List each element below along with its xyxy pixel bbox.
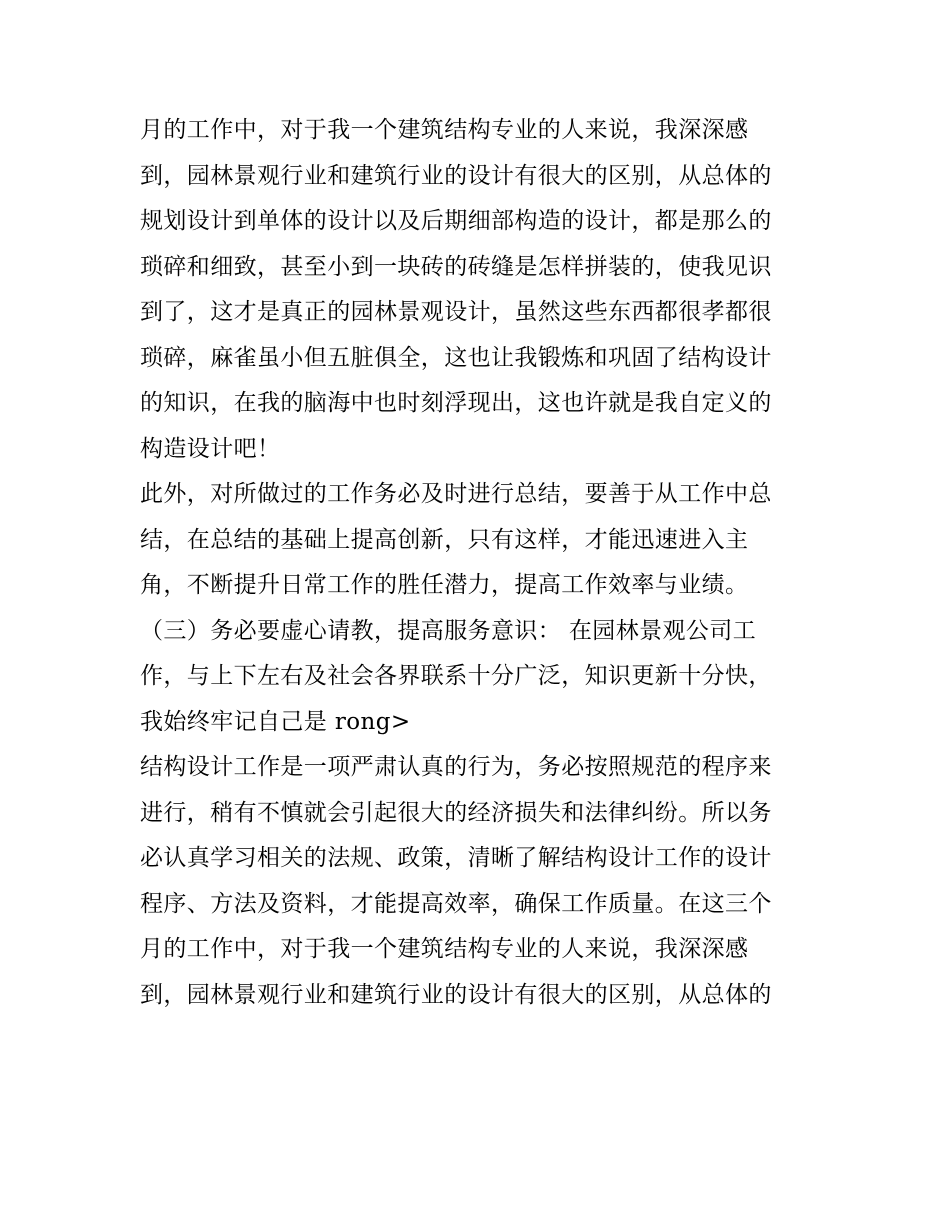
text-line: 的知识，在我的脑海中也时刻浮现出，这也许就是我自定义的 <box>140 390 772 416</box>
text-line: 琐碎和细致，甚至小到一块砖的砖缝是怎样拼装的，使我见识 <box>140 253 772 280</box>
text-line: 我始终牢记自己是 rong> <box>140 708 411 735</box>
text-line: 必认真学习相关的法规、政策，清晰了解结构设计工作的设计 <box>140 845 772 871</box>
text-line: 到了，这才是真正的园林景观设计，虽然这些东西都很孝都很 <box>140 299 772 325</box>
text-line: 月的工作中，对于我一个建筑结构专业的人来说，我深深感 <box>140 936 749 962</box>
text-line: 月的工作中，对于我一个建筑结构专业的人来说，我深深感 <box>140 117 749 143</box>
text-line: 结，在总结的基础上提高创新，只有这样，才能迅速进入主 <box>140 526 749 553</box>
text-line: 到，园林景观行业和建筑行业的设计有很大的区别，从总体的 <box>140 981 772 1008</box>
text-line: 琐碎，麻雀虽小但五脏俱全，这也让我锻炼和巩固了结构设计 <box>140 344 772 371</box>
text-line: 角，不断提升日常工作的胜任潜力，提高工作效率与业绩。 <box>140 572 749 598</box>
text-line: 构造设计吧！ <box>140 435 281 462</box>
text-line: 程序、方法及资料，才能提高效率，确保工作质量。在这三个 <box>140 890 772 917</box>
text-line: 规划设计到单体的设计以及后期细部构造的设计，都是那么的 <box>140 208 772 234</box>
text-line: 作，与上下左右及社会各界联系十分广泛，知识更新十分快， <box>140 663 772 689</box>
text-line: 进行，稍有不慎就会引起很大的经济损失和法律纠纷。所以务 <box>140 799 772 826</box>
document-page <box>140 108 815 1018</box>
text-line: 到，园林景观行业和建筑行业的设计有很大的区别，从总体的 <box>140 162 772 189</box>
text-line: 结构设计工作是一项严肃认真的行为，务必按照规范的程序来 <box>140 754 772 780</box>
text-line: 此外，对所做过的工作务必及时进行总结，要善于从工作中总 <box>140 481 772 507</box>
text-line: （三）务必要虚心请教，提高服务意识： 在园林景观公司工 <box>140 617 757 644</box>
